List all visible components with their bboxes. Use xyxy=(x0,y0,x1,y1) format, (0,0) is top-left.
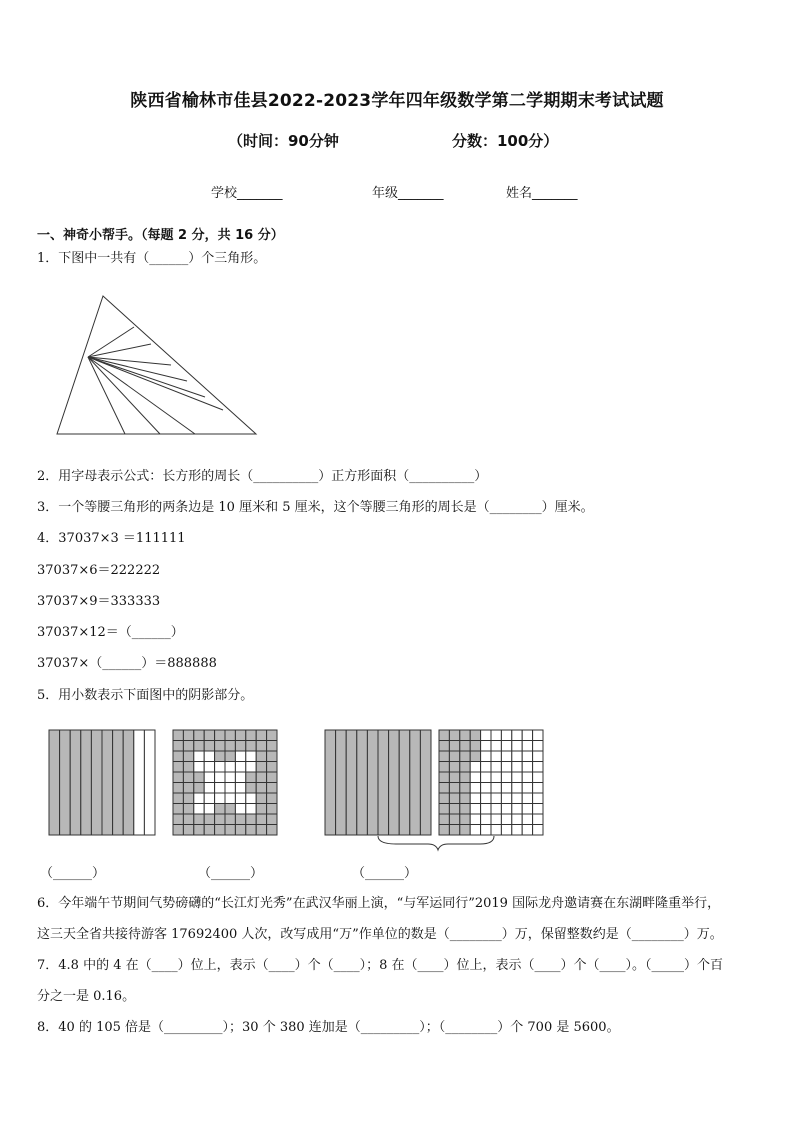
figure-b-cell xyxy=(204,772,214,783)
figure-c-right-cell xyxy=(533,814,543,825)
figure-b-cell xyxy=(267,762,277,773)
figure-c-right-cell xyxy=(470,751,480,762)
figure-c-right-cell xyxy=(439,762,449,773)
figure-b-cell xyxy=(267,783,277,794)
figure-c-right-cell xyxy=(491,741,501,752)
question-1: 1．下图中一共有（______）个三角形。 xyxy=(37,251,267,266)
figure-c-right-cell xyxy=(533,772,543,783)
figure-c-right-cell xyxy=(481,814,491,825)
figure-c-right-cell xyxy=(522,825,532,836)
figure-b-cell xyxy=(256,814,266,825)
figure-b-cell xyxy=(173,730,183,741)
figure-c-right-cell xyxy=(522,814,532,825)
question-4-line-5: 37037×（______）＝888888 xyxy=(37,656,217,671)
figure-c-right-cell xyxy=(439,783,449,794)
figure-b-cell xyxy=(183,772,193,783)
question-4-line-3: 37037×9＝333333 xyxy=(37,594,161,609)
figure-c-right-cell xyxy=(522,804,532,815)
figure-b-cell xyxy=(215,730,225,741)
brace-mark xyxy=(378,836,494,850)
figure-c-left-strip xyxy=(410,730,421,835)
figure-b-cell xyxy=(194,814,204,825)
question-3: 3．一个等腰三角形的两条边是 10 厘米和 5 厘米，这个等腰三角形的周长是（________）厘米。 xyxy=(37,500,594,515)
figure-c-right-cell xyxy=(481,741,491,752)
figure-b-cell xyxy=(173,772,183,783)
figure-c-right-cell xyxy=(501,730,511,741)
figure-c-right-cell xyxy=(491,730,501,741)
exam-score: 分数：100分） xyxy=(452,132,559,150)
figure-c-right-cell xyxy=(501,804,511,815)
figure-c-left-strip xyxy=(367,730,378,835)
figure-b-cell xyxy=(225,825,235,836)
figure-b-cell xyxy=(215,793,225,804)
figure-c-right-cell xyxy=(481,804,491,815)
figure-b-cell xyxy=(256,804,266,815)
figure-c-left-strip xyxy=(346,730,357,835)
figure-a-strip xyxy=(113,730,124,835)
figure-c-right-cell xyxy=(512,825,522,836)
figure-c-right-cell xyxy=(501,825,511,836)
figure-c-right-cell xyxy=(460,730,470,741)
figure-a-strip xyxy=(60,730,71,835)
figure-b-cell xyxy=(235,793,245,804)
figure-a-strip xyxy=(91,730,102,835)
figure-b-cell xyxy=(194,772,204,783)
figure-b-cell xyxy=(267,772,277,783)
figure-b-cell xyxy=(256,772,266,783)
figure-a-strip xyxy=(49,730,60,835)
figure-b-cell xyxy=(204,783,214,794)
figure-c-right-cell xyxy=(501,793,511,804)
figure-a-strip xyxy=(134,730,145,835)
exam-time: （时间：90分钟 xyxy=(228,132,339,150)
figure-b-cell xyxy=(246,814,256,825)
figure-c-right-cell xyxy=(449,825,459,836)
figure-c-left-strip xyxy=(378,730,389,835)
figure-b-cell xyxy=(183,762,193,773)
figure-c-right-cell xyxy=(491,783,501,794)
figure-b-cell xyxy=(194,741,204,752)
name-field[interactable]: 姓名_______ xyxy=(506,186,578,201)
figure-c-right-cell xyxy=(533,741,543,752)
question-6-line-2: 这三天全省共接待游客 17692400 人次，改写成用“万”作单位的数是（________）万，保留整数约是（________）万。 xyxy=(37,927,723,942)
figure-c-right-cell xyxy=(449,793,459,804)
figure-c-right-cell xyxy=(460,793,470,804)
figure-b-cell xyxy=(173,804,183,815)
figure-c-right-cell xyxy=(512,762,522,773)
figure-c-left-strip xyxy=(357,730,368,835)
figure-b-cell xyxy=(256,793,266,804)
figure-c-right-cell xyxy=(470,741,480,752)
figure-c-right-cell xyxy=(449,730,459,741)
figure-c-right-cell xyxy=(522,751,532,762)
figure-c-right-cell xyxy=(439,751,449,762)
figure-c-right-cell xyxy=(470,762,480,773)
figure-b-cell xyxy=(215,825,225,836)
figure-b-cell xyxy=(246,730,256,741)
figure-b-cell xyxy=(194,751,204,762)
figure-c-right-cell xyxy=(491,793,501,804)
figure-c-right-cell xyxy=(522,730,532,741)
figure-b-cell xyxy=(215,762,225,773)
figure-c-right-cell xyxy=(533,762,543,773)
figure-c-right-cell xyxy=(512,793,522,804)
figure-b-cell xyxy=(194,825,204,836)
figure-b-cell xyxy=(204,814,214,825)
figure-b-cell xyxy=(215,804,225,815)
grade-field[interactable]: 年级_______ xyxy=(372,186,444,201)
figure-b-cell xyxy=(204,751,214,762)
figure-c-right-cell xyxy=(439,814,449,825)
figure-c-right-cell xyxy=(439,772,449,783)
figure-c-left-strip xyxy=(420,730,431,835)
figure-c-right-cell xyxy=(481,793,491,804)
figure-b-cell xyxy=(183,825,193,836)
figure-c-right-cell xyxy=(512,751,522,762)
figure-c-right-cell xyxy=(512,804,522,815)
figure-b-cell xyxy=(267,751,277,762)
figure-c-right-cell xyxy=(533,793,543,804)
figure-c-right-cell xyxy=(439,793,449,804)
figure-b-cell xyxy=(246,793,256,804)
figure-b-cell xyxy=(225,793,235,804)
figure-c-right-cell xyxy=(449,762,459,773)
figure-b-cell xyxy=(215,751,225,762)
figure-c-right-cell xyxy=(460,741,470,752)
figure-b-cell xyxy=(183,793,193,804)
figure-b-cell xyxy=(267,741,277,752)
figure-b-cell xyxy=(235,814,245,825)
figure-b-cell xyxy=(256,762,266,773)
figure-c-right-cell xyxy=(460,804,470,815)
exam-title: 陕西省榆林市佳县2022-2023学年四年级数学第二学期期末考试试题 xyxy=(130,91,664,111)
figure-c-right-cell xyxy=(512,730,522,741)
figure-c-right-cell xyxy=(470,730,480,741)
figure-b-cell xyxy=(173,762,183,773)
figure-c-right-cell xyxy=(491,804,501,815)
figure-b-cell xyxy=(204,793,214,804)
figure-c-right-cell xyxy=(470,772,480,783)
figure-b-cell xyxy=(225,783,235,794)
figure-b-cell xyxy=(267,825,277,836)
figure-c-right-cell xyxy=(501,751,511,762)
figure-b-cell xyxy=(183,751,193,762)
figure-b-cell xyxy=(246,772,256,783)
figure-c-right-cell xyxy=(491,762,501,773)
figure-b-cell xyxy=(225,751,235,762)
figure-b-cell xyxy=(256,825,266,836)
figure-b-cell xyxy=(204,741,214,752)
question-4-line-2: 37037×6＝222222 xyxy=(37,563,161,578)
figure-c-right-cell xyxy=(449,772,459,783)
figure-b-cell xyxy=(267,793,277,804)
question-4-line-1: 4．37037×3 ＝111111 xyxy=(37,531,186,546)
q5-answer-blank-2[interactable]: （______） xyxy=(198,866,264,881)
figure-b-cell xyxy=(235,762,245,773)
figure-a-strip xyxy=(123,730,134,835)
figure-b-cell xyxy=(173,793,183,804)
figure-b-cell xyxy=(173,814,183,825)
figure-b-cell xyxy=(225,814,235,825)
figure-b-cell xyxy=(256,783,266,794)
figure-b-cell xyxy=(267,730,277,741)
figure-b-cell xyxy=(215,772,225,783)
figure-b-cell xyxy=(194,793,204,804)
figure-b-cell xyxy=(246,751,256,762)
q5-answer-blank-3[interactable]: （______） xyxy=(352,866,418,881)
figure-c-left-strip xyxy=(325,730,336,835)
figure-c-right-cell xyxy=(449,814,459,825)
figure-b-cell xyxy=(183,804,193,815)
figure-b-cell xyxy=(267,804,277,815)
figure-b-cell xyxy=(246,825,256,836)
figure-b-cell xyxy=(204,804,214,815)
figure-c-right-cell xyxy=(533,783,543,794)
figure-c-right-cell xyxy=(470,783,480,794)
figure-b-cell xyxy=(183,741,193,752)
figure-c-left-strip xyxy=(389,730,400,835)
question-8: 8．40 的 105 倍是（_________）；30 个 380 连加是（_________）；（________）个 700 是 5600。 xyxy=(37,1020,620,1035)
figure-b-cell xyxy=(215,783,225,794)
figure-c-right-cell xyxy=(460,762,470,773)
figure-c-right-cell xyxy=(522,793,532,804)
figure-b-cell xyxy=(225,730,235,741)
question-5: 5．用小数表示下面图中的阴影部分。 xyxy=(37,688,254,703)
figure-c-right-cell xyxy=(481,772,491,783)
figure-c-right-cell xyxy=(449,741,459,752)
question-2: 2．用字母表示公式：长方形的周长（__________）正方形面积（__________） xyxy=(37,469,488,484)
figure-b-cell xyxy=(246,804,256,815)
figure-c-right-cell xyxy=(501,762,511,773)
figure-c-right-cell xyxy=(460,825,470,836)
figure-b-cell xyxy=(183,783,193,794)
figure-c-right-cell xyxy=(522,762,532,773)
figure-b-cell xyxy=(235,730,245,741)
figure-c-right-cell xyxy=(522,741,532,752)
figure-c-right-cell xyxy=(439,804,449,815)
figure-b-cell xyxy=(204,825,214,836)
figure-c-right-cell xyxy=(460,772,470,783)
q5-answer-blank-1[interactable]: （______） xyxy=(40,866,106,881)
figure-b-cell xyxy=(246,762,256,773)
figure-b-cell xyxy=(173,825,183,836)
figure-b-cell xyxy=(194,783,204,794)
figure-b-cell xyxy=(183,730,193,741)
figure-c-right-cell xyxy=(512,741,522,752)
figure-c-right-cell xyxy=(470,804,480,815)
figure-c-right-cell xyxy=(533,825,543,836)
figure-b-cell xyxy=(225,741,235,752)
figure-b-cell xyxy=(225,772,235,783)
figure-c-right-cell xyxy=(533,751,543,762)
figure-b-cell xyxy=(267,814,277,825)
figure-c-right-cell xyxy=(522,783,532,794)
figure-c-right-cell xyxy=(449,804,459,815)
figure-b-cell xyxy=(194,762,204,773)
figure-b-cell xyxy=(183,814,193,825)
figure-c-right-cell xyxy=(491,825,501,836)
figure-c-right-cell xyxy=(439,730,449,741)
figure-b-cell xyxy=(173,751,183,762)
question-7-line-2: 分之一是 0.16。 xyxy=(37,989,136,1004)
figure-a-strip xyxy=(70,730,81,835)
figure-c-left-strip xyxy=(336,730,347,835)
figure-b-cell xyxy=(225,804,235,815)
figure-c-right-cell xyxy=(501,814,511,825)
figure-c-right-cell xyxy=(449,751,459,762)
figure-c-right-cell xyxy=(460,783,470,794)
figure-c-right-cell xyxy=(512,814,522,825)
figure-b-cell xyxy=(173,783,183,794)
figure-c-right-cell xyxy=(481,751,491,762)
figure-c-right-cell xyxy=(481,825,491,836)
figure-c-right-cell xyxy=(533,730,543,741)
figure-a-strip xyxy=(144,730,155,835)
figure-b-cell xyxy=(225,762,235,773)
figure-b-cell xyxy=(235,772,245,783)
figure-c-right-cell xyxy=(470,825,480,836)
figure-c-right-cell xyxy=(501,741,511,752)
figure-b-cell xyxy=(246,741,256,752)
figure-c-right-cell xyxy=(501,772,511,783)
figure-c-left-strip xyxy=(399,730,410,835)
figure-c-right-cell xyxy=(481,783,491,794)
figure-c-right-cell xyxy=(512,772,522,783)
figure-c-right-cell xyxy=(491,814,501,825)
figure-c-right-cell xyxy=(470,814,480,825)
figure-c-right-cell xyxy=(522,772,532,783)
question-6-line-1: 6．今年端午节期间气势磅礴的“长江灯光秀”在武汉华丽上演，“与军运同行”2019 国际龙舟邀请赛在东湖畔隆重举行， xyxy=(37,896,721,911)
figure-b-cell xyxy=(215,741,225,752)
school-field[interactable]: 学校_______ xyxy=(211,186,283,201)
figure-b-cell xyxy=(256,751,266,762)
figure-c-right-cell xyxy=(481,730,491,741)
figure-c-right-cell xyxy=(512,783,522,794)
figure-c-right-cell xyxy=(460,751,470,762)
figure-b-cell xyxy=(204,762,214,773)
figure-b-cell xyxy=(256,730,266,741)
figure-b-cell xyxy=(194,804,204,815)
figure-b-cell xyxy=(235,751,245,762)
figure-a-strip xyxy=(81,730,92,835)
figure-c-right-cell xyxy=(481,762,491,773)
question-4-line-4: 37037×12＝（______） xyxy=(37,625,184,640)
figure-c-right-cell xyxy=(491,751,501,762)
figure-b-cell xyxy=(235,741,245,752)
figure-c-right-cell xyxy=(449,783,459,794)
figure-b-cell xyxy=(235,825,245,836)
figure-c-right-cell xyxy=(501,783,511,794)
figure-c-right-cell xyxy=(439,741,449,752)
figure-b-cell xyxy=(235,804,245,815)
figure-b-cell xyxy=(173,741,183,752)
figure-b-cell xyxy=(235,783,245,794)
figure-c-right-cell xyxy=(491,772,501,783)
figure-b-cell xyxy=(194,730,204,741)
figure-c-right-cell xyxy=(533,804,543,815)
figure-b-cell xyxy=(246,783,256,794)
figure-b-cell xyxy=(256,741,266,752)
figure-c-right-cell xyxy=(470,793,480,804)
figure-a-strip xyxy=(102,730,113,835)
figure-b-cell xyxy=(204,730,214,741)
figure-b-cell xyxy=(215,814,225,825)
section-1-heading: 一、神奇小帮手。（每题 2 分，共 16 分） xyxy=(37,228,284,243)
figure-c-right-cell xyxy=(460,814,470,825)
question-7-line-1: 7．4.8 中的 4 在（____）位上，表示（____）个（____）；8 在（____）位上，表示（____）个（____）。（_____）个百 xyxy=(37,958,724,973)
figure-c-right-cell xyxy=(439,825,449,836)
